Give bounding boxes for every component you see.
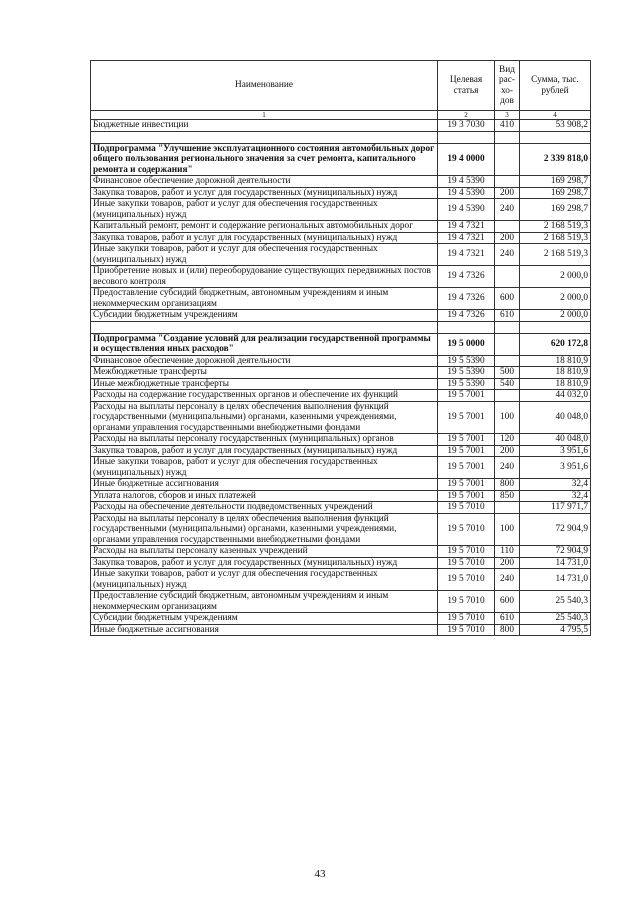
cell-name: Предоставление субсидий бюджетным, автономным учреждениям и иным некоммерческим организациям xyxy=(91,288,438,310)
cell-code: 19 5 7001 xyxy=(438,445,495,457)
cell-code: 19 5 7010 xyxy=(438,513,495,546)
cell-sum: 2 168 519,3 xyxy=(520,232,591,244)
cell-type: 410 xyxy=(495,120,520,132)
cell-name: Расходы на выплаты персоналу казенных учреждений xyxy=(91,546,438,558)
cell-name: Подпрограмма "Улучшение эксплуатационного состояния автомобильных дорог общего пользования регионального значения за счет ремонта, капитального ремонта и содержания" xyxy=(91,143,438,176)
cell-name: Субсидии бюджетным учреждениям xyxy=(91,310,438,322)
cell-type: 500 xyxy=(495,367,520,379)
cell-code: 19 4 5390 xyxy=(438,187,495,199)
table-row xyxy=(91,624,591,636)
cell-name: Расходы на выплаты персоналу в целях обеспечения выполнения функций государственными (муниципальными) органами, казенными учреждениями, органами управления государственными внебюджетными фондами xyxy=(91,401,438,434)
cell-code: 19 5 7001 xyxy=(438,490,495,502)
cell-sum: 14 731,0 xyxy=(520,557,591,569)
cell-name: Иные закупки товаров, работ и услуг для обеспечения государственных (муниципальных) нужд xyxy=(91,244,438,266)
cell-type: 610 xyxy=(495,613,520,625)
cell-type xyxy=(495,502,520,514)
cell-sum: 44 032,0 xyxy=(520,390,591,402)
cell-sum: 169 298,7 xyxy=(520,187,591,199)
cell-name: Финансовое обеспечение дорожной деятельности xyxy=(91,176,438,188)
empty-cell xyxy=(495,321,520,333)
cell-name: Иные закупки товаров, работ и услуг для обеспечения государственных (муниципальных) нужд xyxy=(91,199,438,221)
cell-type xyxy=(495,221,520,233)
table-row xyxy=(91,378,591,390)
cell-code: 19 4 5390 xyxy=(438,199,495,221)
cell-code: 19 4 7321 xyxy=(438,221,495,233)
empty-cell xyxy=(438,321,495,333)
cell-sum: 14 731,0 xyxy=(520,569,591,591)
cell-type: 600 xyxy=(495,288,520,310)
cell-sum: 2 168 519,3 xyxy=(520,221,591,233)
cell-name: Закупка товаров, работ и услуг для государственных (муниципальных) нужд xyxy=(91,557,438,569)
column-number: 1 xyxy=(91,111,438,120)
cell-name: Закупка товаров, работ и услуг для государственных (муниципальных) нужд xyxy=(91,187,438,199)
column-number: 4 xyxy=(520,111,591,120)
cell-name: Субсидии бюджетным учреждениям xyxy=(91,613,438,625)
cell-code: 19 4 5390 xyxy=(438,176,495,188)
table-row xyxy=(91,355,591,367)
cell-sum: 40 048,0 xyxy=(520,401,591,434)
cell-sum: 32,4 xyxy=(520,490,591,502)
cell-name: Межбюджетные трансферты xyxy=(91,367,438,379)
table-row xyxy=(91,502,591,514)
cell-sum: 32,4 xyxy=(520,479,591,491)
cell-sum: 2 000,0 xyxy=(520,288,591,310)
cell-code: 19 5 7010 xyxy=(438,569,495,591)
cell-type: 610 xyxy=(495,310,520,322)
cell-sum: 3 951,6 xyxy=(520,457,591,479)
table-row xyxy=(91,266,591,288)
cell-type xyxy=(495,143,520,176)
cell-code: 19 5 7010 xyxy=(438,613,495,625)
header-sum: Сумма, тыс. рублей xyxy=(520,61,591,111)
cell-code: 19 5 5390 xyxy=(438,378,495,390)
table-row xyxy=(91,569,591,591)
cell-type: 850 xyxy=(495,490,520,502)
table-row xyxy=(91,401,591,434)
cell-type: 800 xyxy=(495,479,520,491)
cell-type xyxy=(495,176,520,188)
header-type: Вид рас- хо- дов xyxy=(495,61,520,111)
cell-sum: 169 298,7 xyxy=(520,199,591,221)
cell-name: Подпрограмма "Создание условий для реализации государственной программы и осуществления иных расходов" xyxy=(91,333,438,355)
cell-code: 19 5 7001 xyxy=(438,479,495,491)
table-row xyxy=(91,367,591,379)
empty-cell xyxy=(438,131,495,143)
cell-type: 240 xyxy=(495,569,520,591)
cell-type xyxy=(495,355,520,367)
table-row xyxy=(91,244,591,266)
empty-cell xyxy=(495,131,520,143)
cell-name: Расходы на выплаты персоналу государственных (муниципальных) органов xyxy=(91,434,438,446)
cell-name: Расходы на обеспечение деятельности подведомственных учреждений xyxy=(91,502,438,514)
cell-sum: 117 971,7 xyxy=(520,502,591,514)
table-header-row xyxy=(91,61,591,111)
spacer-row xyxy=(91,131,591,143)
table-row xyxy=(91,490,591,502)
table-row xyxy=(91,434,591,446)
cell-sum: 620 172,8 xyxy=(520,333,591,355)
cell-code: 19 4 7326 xyxy=(438,310,495,322)
cell-type: 240 xyxy=(495,457,520,479)
table-row xyxy=(91,120,591,132)
table-row xyxy=(91,445,591,457)
cell-sum: 25 540,3 xyxy=(520,613,591,625)
cell-sum: 2 000,0 xyxy=(520,266,591,288)
cell-name: Расходы на выплаты персоналу в целях обеспечения выполнения функций государственными (муниципальными) органами, казенными учреждениями, органами управления государственными внебюджетными фондами xyxy=(91,513,438,546)
cell-sum: 2 339 818,0 xyxy=(520,143,591,176)
cell-code: 19 5 7010 xyxy=(438,502,495,514)
cell-type: 800 xyxy=(495,624,520,636)
cell-sum: 4 795,5 xyxy=(520,624,591,636)
cell-name: Предоставление субсидий бюджетным, автономным учреждениям и иным некоммерческим организациям xyxy=(91,591,438,613)
cell-type: 540 xyxy=(495,378,520,390)
budget-table xyxy=(90,60,591,636)
cell-type: 100 xyxy=(495,401,520,434)
column-number: 3 xyxy=(495,111,520,120)
empty-cell xyxy=(91,321,438,333)
cell-name: Капитальный ремонт, ремонт и содержание региональных автомобильных дорог xyxy=(91,221,438,233)
cell-name: Иные межбюджетные трансферты xyxy=(91,378,438,390)
table-row xyxy=(91,546,591,558)
table-row xyxy=(91,591,591,613)
cell-sum: 18 810,9 xyxy=(520,367,591,379)
cell-name: Расходы на содержание государственных органов и обеспечение их функций xyxy=(91,390,438,402)
table-row xyxy=(91,187,591,199)
cell-code: 19 5 5390 xyxy=(438,355,495,367)
cell-sum: 169 298,7 xyxy=(520,176,591,188)
cell-code: 19 4 0000 xyxy=(438,143,495,176)
empty-cell xyxy=(520,321,591,333)
table-row xyxy=(91,176,591,188)
cell-code: 19 4 7326 xyxy=(438,288,495,310)
table-row xyxy=(91,288,591,310)
cell-code: 19 5 7001 xyxy=(438,390,495,402)
cell-type: 200 xyxy=(495,557,520,569)
cell-type xyxy=(495,390,520,402)
cell-name: Приобретение новых и (или) переоборудование существующих передвижных постов весового контроля xyxy=(91,266,438,288)
table-row xyxy=(91,557,591,569)
cell-type: 200 xyxy=(495,445,520,457)
cell-code: 19 5 7010 xyxy=(438,591,495,613)
cell-code: 19 5 7001 xyxy=(438,434,495,446)
cell-sum: 18 810,9 xyxy=(520,355,591,367)
cell-code: 19 3 7030 xyxy=(438,120,495,132)
cell-sum: 3 951,6 xyxy=(520,445,591,457)
page-number: 43 xyxy=(314,868,326,880)
table-row xyxy=(91,390,591,402)
cell-code: 19 5 7010 xyxy=(438,546,495,558)
cell-name: Иные закупки товаров, работ и услуг для обеспечения государственных (муниципальных) нужд xyxy=(91,569,438,591)
cell-code: 19 5 5390 xyxy=(438,367,495,379)
subprogram-row xyxy=(91,143,591,176)
cell-type: 200 xyxy=(495,232,520,244)
table-row xyxy=(91,613,591,625)
cell-sum: 72 904,9 xyxy=(520,513,591,546)
cell-name: Иные бюджетные ассигнования xyxy=(91,479,438,491)
cell-sum: 53 908,2 xyxy=(520,120,591,132)
column-number: 2 xyxy=(438,111,495,120)
table-row xyxy=(91,513,591,546)
cell-type: 240 xyxy=(495,244,520,266)
cell-code: 19 5 7001 xyxy=(438,457,495,479)
cell-code: 19 4 7326 xyxy=(438,266,495,288)
cell-type: 240 xyxy=(495,199,520,221)
cell-type: 200 xyxy=(495,187,520,199)
cell-type: 110 xyxy=(495,546,520,558)
cell-name: Иные закупки товаров, работ и услуг для обеспечения государственных (муниципальных) нужд xyxy=(91,457,438,479)
cell-code: 19 4 7321 xyxy=(438,244,495,266)
table-row xyxy=(91,310,591,322)
column-number-row xyxy=(91,111,591,120)
cell-sum: 40 048,0 xyxy=(520,434,591,446)
cell-code: 19 5 7010 xyxy=(438,557,495,569)
cell-code: 19 4 7321 xyxy=(438,232,495,244)
cell-type: 100 xyxy=(495,513,520,546)
empty-cell xyxy=(520,131,591,143)
table-row xyxy=(91,479,591,491)
cell-sum: 2 000,0 xyxy=(520,310,591,322)
header-code: Целевая статья xyxy=(438,61,495,111)
cell-code: 19 5 0000 xyxy=(438,333,495,355)
table-row xyxy=(91,221,591,233)
table-row xyxy=(91,457,591,479)
cell-sum: 18 810,9 xyxy=(520,378,591,390)
table-row xyxy=(91,232,591,244)
cell-sum: 25 540,3 xyxy=(520,591,591,613)
subprogram-row xyxy=(91,333,591,355)
cell-code: 19 5 7010 xyxy=(438,624,495,636)
cell-name: Уплата налогов, сборов и иных платежей xyxy=(91,490,438,502)
table-body xyxy=(91,120,591,636)
cell-code: 19 5 7001 xyxy=(438,401,495,434)
cell-name: Закупка товаров, работ и услуг для государственных (муниципальных) нужд xyxy=(91,445,438,457)
header-name: Наименование xyxy=(91,61,438,111)
cell-type: 600 xyxy=(495,591,520,613)
cell-name: Закупка товаров, работ и услуг для государственных (муниципальных) нужд xyxy=(91,232,438,244)
cell-type xyxy=(495,266,520,288)
empty-cell xyxy=(91,131,438,143)
cell-sum: 2 168 519,3 xyxy=(520,244,591,266)
cell-name: Бюджетные инвестиции xyxy=(91,120,438,132)
spacer-row xyxy=(91,321,591,333)
cell-type: 120 xyxy=(495,434,520,446)
cell-type xyxy=(495,333,520,355)
cell-name: Финансовое обеспечение дорожной деятельности xyxy=(91,355,438,367)
cell-name: Иные бюджетные ассигнования xyxy=(91,624,438,636)
table-row xyxy=(91,199,591,221)
cell-sum: 72 904,9 xyxy=(520,546,591,558)
